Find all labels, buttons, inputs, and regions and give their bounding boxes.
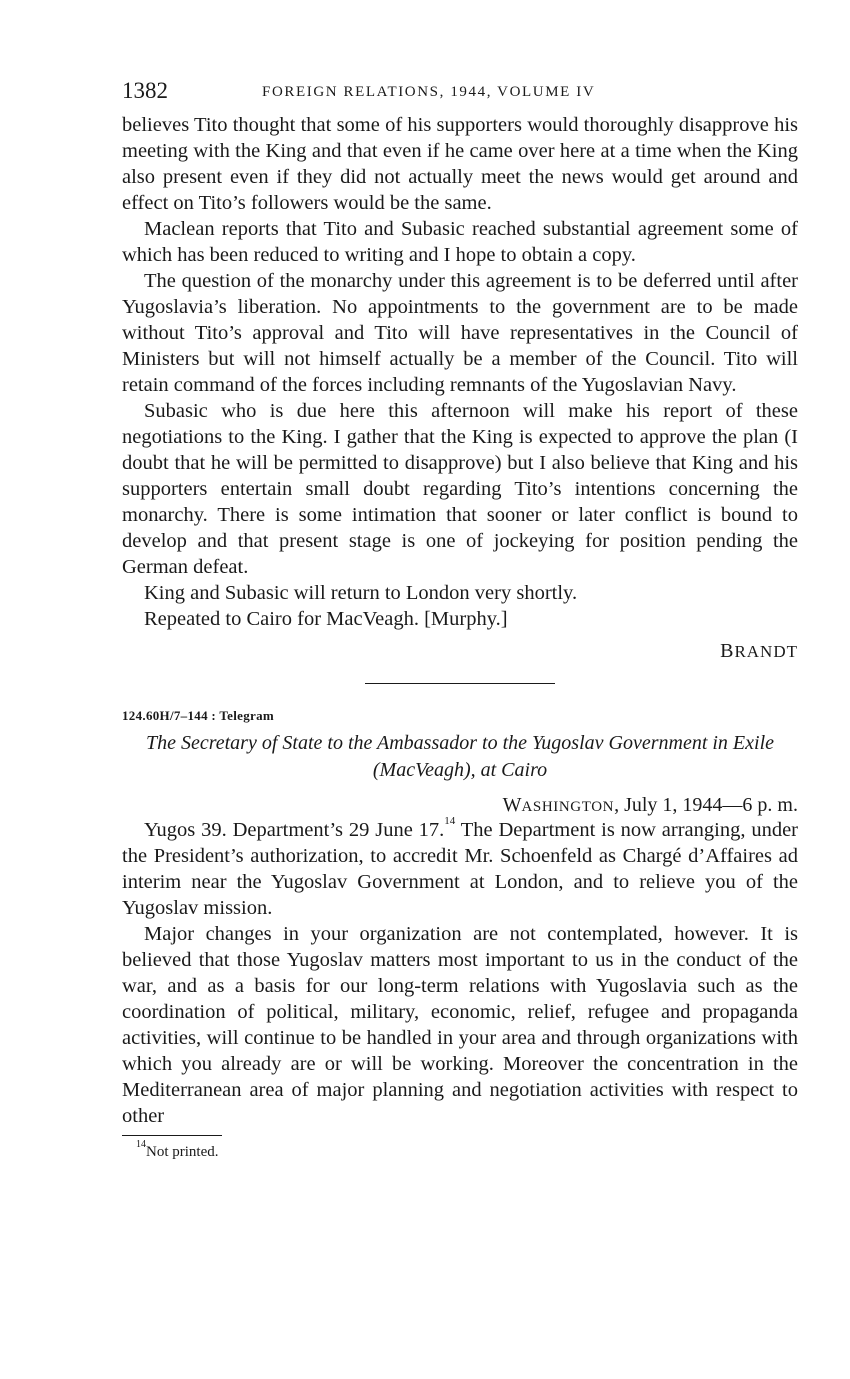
dateline-date: , July 1, 1944—6 p. m. [614,794,798,816]
body-paragraph: Subasic who is due here this afternoon will make his report of these negotiations to the King. I gather that the King is expected to approve the plan (I doubt that he will be permitted to disapprove) but I also believe that King and his supporters entertain small doubt regarding Tito’s intentions concerning the monarchy. There is some intimation that sooner or later conflict is bound to develop and that present stage is one of jockeying for position pending the German defeat. [122,400,798,578]
body-paragraph: Maclean reports that Tito and Subasic reached substantial agreement some of which has been reduced to writing and I hope to obtain a copy. [122,218,798,266]
running-title: FOREIGN RELATIONS, 1944, VOLUME IV [262,84,596,100]
signature-rest: RANDT [734,642,798,661]
dateline [122,794,798,817]
telegram-paragraph [122,817,798,921]
footnote-text: Not printed. [146,1144,219,1160]
document-page [122,78,798,1161]
paragraph-text: The Department is now arranging, under the President’s authorization, to accredit Mr. Schoenfeld as Chargé d’Affaires ad interim near the Yugoslav Government at London, and to relieve you of the Yugoslav mission. [122,819,799,919]
footnote-reference: 14 [444,815,456,827]
body-paragraph: believes Tito thought that some of his supporters would thoroughly disapprove his meeting with the King and that even if he came over here at a time when the King also present even if they did not actually meet the news would get around and effect on Tito’s followers would be the same. [122,114,798,214]
page-number: 1382 [122,78,168,103]
signature [122,640,798,663]
telegram-paragraph: Major changes in your organization are not contemplated, however. It is believed that those Yugoslav matters most important to us in the conduct of the war, and as a basis for our long-term relations with Yugoslavia such as the coordination of political, military, economic, relief, refugee and propaganda activities, will continue to be handled in your area and through organizations with which you already are or will be working. Moreover the concentration in the Mediterranean area of major planning and negotiation activities with respect to other [122,923,798,1127]
letter-body [122,112,798,663]
file-reference: 124.60H/7–144 : Telegram [122,708,274,723]
paragraph-text: Yugos 39. Department’s 29 June 17. [144,819,445,841]
dateline-smallcaps: ASHINGTON [521,799,615,815]
footnote-divider [122,1135,222,1136]
footnote [136,1139,798,1161]
body-paragraph: The question of the monarchy under this agreement is to be deferred until after Yugoslavia’s liberation. No appointments to the government are to be made without Tito’s approval and Tito will have representatives in the Council of Ministers but will not himself actually be a member of the Council. Tito will retain command of the forces including remnants of the Yugoslavian Navy. [122,270,798,396]
dateline-initial: W [502,794,522,816]
signature-initial: B [720,640,735,662]
document-title: The Secretary of State to the Ambassador to the Yugoslav Government in Exile (MacVeagh), at Cairo [145,732,775,781]
page-header [122,78,798,112]
body-paragraph: Repeated to Cairo for MacVeagh. [Murphy.] [144,608,508,630]
body-paragraph: King and Subasic will return to London very shortly. [144,582,578,604]
footnote-number: 14 [136,1139,146,1150]
section-divider [365,683,555,684]
